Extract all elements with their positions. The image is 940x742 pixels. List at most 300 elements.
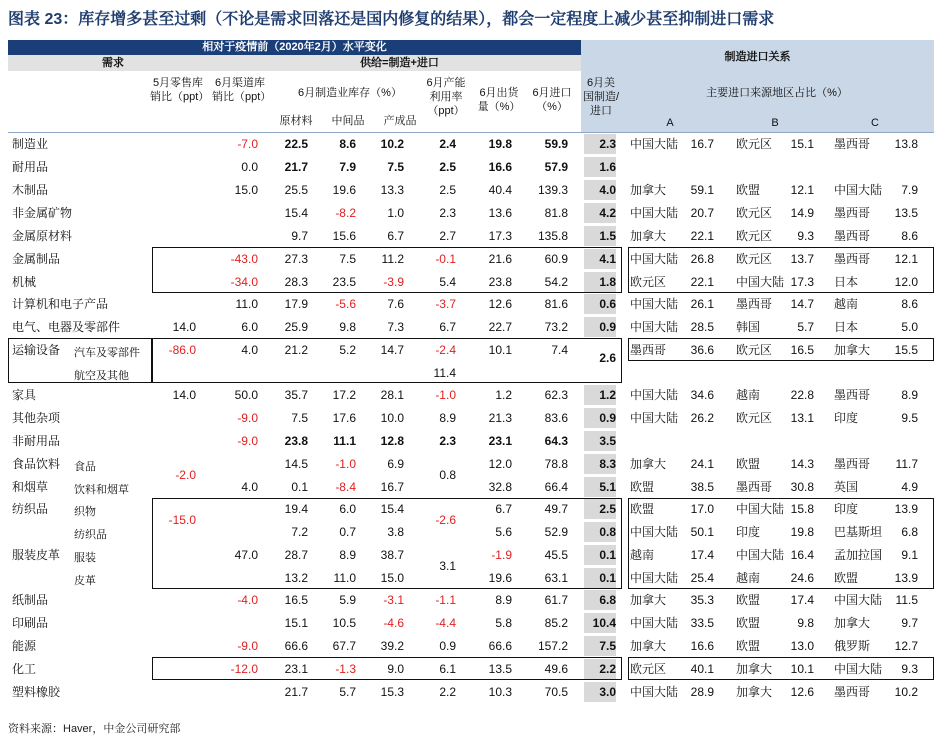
table-cell-util: -1.1 — [435, 593, 456, 607]
table-cell-util: -4.4 — [435, 616, 456, 630]
table-cell-c: 越南 — [834, 297, 859, 311]
table-cell-ship: 8.9 — [495, 593, 512, 607]
table-cell-cv: 12.0 — [894, 275, 918, 289]
table-cell-bv: 9.3 — [797, 229, 814, 243]
table-cell-channel: 47.0 — [234, 548, 258, 562]
table-cell-av: 22.1 — [690, 275, 714, 289]
table-cell-c: 巴基斯坦 — [834, 525, 883, 539]
table-cell-util: 3.1 — [439, 559, 456, 573]
table-cell-cv: 9.3 — [901, 662, 918, 676]
row-label: 纸制品 — [12, 593, 49, 607]
table-cell-imp: 135.8 — [537, 229, 568, 243]
table-cell-bv: 24.6 — [790, 571, 814, 585]
table-cell-raw: 21.2 — [284, 343, 308, 357]
table-cell-b: 越南 — [736, 388, 761, 402]
table-cell-fin: 7.3 — [387, 320, 404, 334]
table-cell-cv: 11.7 — [895, 457, 918, 471]
row-label: 耐用品 — [12, 160, 49, 174]
table-cell-bv: 19.8 — [790, 525, 814, 539]
table-cell-util: -3.7 — [435, 297, 456, 311]
table-cell-channel: 0.0 — [241, 160, 258, 174]
table-cell-channel: 4.0 — [241, 480, 258, 494]
table-cell-imp: 73.2 — [544, 320, 568, 334]
row-label: 木制品 — [12, 183, 49, 197]
table-cell-av: 38.5 — [690, 480, 714, 494]
import-relation-header: 制造进口关系 — [724, 51, 791, 63]
table-cell-b: 韩国 — [736, 320, 761, 334]
table-cell-ship: 21.3 — [488, 411, 512, 425]
row-sub-label: 航空及其他 — [74, 370, 129, 382]
table-cell-raw: 19.4 — [284, 502, 308, 516]
table-cell-av: 17.4 — [690, 548, 714, 562]
row-label: 制造业 — [12, 137, 49, 151]
table-cell-av: 50.1 — [690, 525, 714, 539]
table-cell-cv: 12.7 — [894, 639, 918, 653]
source-note: 资料来源：Haver，中金公司研究部 — [8, 723, 181, 735]
col-mid-header: 中间品 — [331, 115, 365, 127]
table-cell-imp: 52.9 — [544, 525, 568, 539]
table-cell-cv: 13.5 — [894, 206, 918, 220]
table-cell-b: 欧盟 — [736, 616, 761, 630]
table-cell-mid: 15.6 — [332, 229, 356, 243]
table-cell-mid: 19.6 — [332, 183, 356, 197]
table-cell-imp: 60.9 — [544, 252, 568, 266]
row-label: 塑料橡胶 — [12, 685, 61, 699]
highlight-frame — [152, 657, 622, 680]
table-cell-raw: 9.7 — [291, 229, 308, 243]
table-cell-av: 26.8 — [690, 252, 714, 266]
table-cell-ship: 16.6 — [488, 160, 512, 174]
col-finished-header: 产成品 — [383, 115, 417, 127]
col-ratio-header: 6月美国制造/进口 — [582, 77, 620, 117]
table-cell-mid: 5.7 — [339, 685, 356, 699]
table-cell-ship: 10.3 — [488, 685, 512, 699]
table-cell-raw: 7.2 — [291, 525, 308, 539]
table-cell-util: 2.5 — [439, 183, 456, 197]
table-cell-raw: 0.1 — [291, 480, 308, 494]
table-cell-ratio: 0.8 — [599, 525, 616, 539]
table-cell-mid: 6.0 — [339, 502, 356, 516]
table-cell-mid: 11.1 — [333, 434, 356, 448]
row-sub-label: 食品 — [74, 461, 96, 473]
table-cell-c: 墨西哥 — [834, 229, 871, 243]
table-cell-fin: 7.5 — [387, 160, 404, 174]
table-cell-imp: 66.4 — [544, 480, 568, 494]
table-cell-b: 欧元区 — [736, 206, 773, 220]
table-cell-b: 越南 — [736, 571, 761, 585]
table-cell-imp: 59.9 — [544, 137, 568, 151]
table-cell-b: 加拿大 — [736, 662, 773, 676]
table-cell-ratio: 0.1 — [599, 548, 616, 562]
table-cell-imp: 81.6 — [544, 297, 568, 311]
table-cell-mid: 17.6 — [332, 411, 356, 425]
table-cell-c: 中国大陆 — [834, 593, 883, 607]
table-cell-ship: 19.8 — [488, 137, 512, 151]
table-cell-fin: 6.7 — [387, 229, 404, 243]
table-cell-util: 0.8 — [439, 468, 456, 482]
table-cell-c: 墨西哥 — [834, 137, 871, 151]
table-cell-mid: 11.0 — [333, 571, 356, 585]
table-cell-util: 8.9 — [439, 411, 456, 425]
table-cell-fin: 15.0 — [380, 571, 404, 585]
col-util-header: 6月产能利用率（ppt） — [426, 77, 466, 117]
table-cell-bv: 16.4 — [790, 548, 814, 562]
table-cell-ship: 6.7 — [495, 502, 512, 516]
table-cell-channel: -4.0 — [237, 593, 258, 607]
table-cell-av: 24.1 — [690, 457, 714, 471]
table-cell-util: 2.4 — [439, 137, 456, 151]
row-label: 运输设备 — [12, 343, 61, 357]
row-label: 纺织品 — [12, 502, 49, 516]
row-label: 计算机和电子产品 — [12, 297, 109, 311]
table-cell-ratio: 1.5 — [599, 229, 616, 243]
transport-frame — [8, 338, 152, 383]
table-cell-a: 中国大陆 — [630, 571, 679, 585]
table-cell-b: 墨西哥 — [736, 297, 773, 311]
table-cell-a: 加拿大 — [630, 457, 667, 471]
table-cell-channel: -9.0 — [237, 434, 258, 448]
table-cell-c: 印度 — [834, 411, 859, 425]
col-c-header: C — [871, 117, 879, 129]
table-cell-ratio: 5.1 — [599, 480, 616, 494]
table-cell-mid: -5.6 — [335, 297, 356, 311]
table-cell-mid: 0.7 — [339, 525, 356, 539]
table-cell-fin: 10.2 — [380, 137, 404, 151]
table-cell-a: 中国大陆 — [630, 320, 679, 334]
table-cell-cv: 7.9 — [901, 183, 918, 197]
table-cell-fin: 14.7 — [380, 343, 404, 357]
table-cell-av: 17.0 — [690, 502, 714, 516]
table-cell-ratio: 1.8 — [599, 275, 616, 289]
table-cell-a: 越南 — [630, 548, 655, 562]
table-cell-ship: 13.6 — [488, 206, 512, 220]
table-cell-bv: 14.9 — [790, 206, 814, 220]
row-label: 能源 — [12, 639, 37, 653]
highlight-frame — [152, 498, 622, 589]
table-cell-ratio: 4.2 — [599, 206, 616, 220]
table-cell-ratio: 7.5 — [599, 639, 616, 653]
table-cell-imp: 61.7 — [544, 593, 568, 607]
table-cell-c: 墨西哥 — [834, 457, 871, 471]
table-cell-imp: 78.8 — [544, 457, 568, 471]
table-cell-ship: 5.8 — [495, 616, 512, 630]
row-label: 金属制品 — [12, 252, 61, 266]
table-cell-c: 孟加拉国 — [834, 548, 883, 562]
table-cell-bv: 12.1 — [790, 183, 814, 197]
table-cell-channel: 50.0 — [234, 388, 258, 402]
table-cell-fin: 12.8 — [380, 434, 404, 448]
table-cell-retail: 14.0 — [172, 320, 196, 334]
table-cell-raw: 28.3 — [284, 275, 308, 289]
table-cell-imp: 7.4 — [551, 343, 568, 357]
table-cell-a: 中国大陆 — [630, 206, 679, 220]
table-cell-mid: -1.0 — [335, 457, 356, 471]
table-cell-a: 加拿大 — [630, 229, 667, 243]
table-cell-ratio: 6.8 — [599, 593, 616, 607]
col-retail-header: 5月零售库销比（ppt） — [150, 77, 210, 103]
table-cell-a: 欧元区 — [630, 275, 667, 289]
table-cell-raw: 23.1 — [284, 662, 308, 676]
table-cell-ratio: 1.2 — [599, 388, 616, 402]
table-cell-av: 22.1 — [690, 229, 714, 243]
table-cell-cv: 8.6 — [901, 297, 918, 311]
table-cell-fin: 9.0 — [387, 662, 404, 676]
table-cell-imp: 157.2 — [537, 639, 568, 653]
table-cell-util: -2.6 — [435, 513, 456, 527]
table-cell-bv: 16.5 — [790, 343, 814, 357]
table-cell-cv: 4.9 — [901, 480, 918, 494]
table-cell-av: 34.6 — [690, 388, 714, 402]
table-cell-av: 59.1 — [690, 183, 714, 197]
table-cell-raw: 27.3 — [284, 252, 308, 266]
table-cell-raw: 25.9 — [284, 320, 308, 334]
table-cell-bv: 14.3 — [790, 457, 814, 471]
table-cell-av: 36.6 — [690, 343, 714, 357]
table-cell-ratio: 4.0 — [599, 183, 616, 197]
table-cell-b: 欧元区 — [736, 252, 773, 266]
table-cell-fin: -3.1 — [383, 593, 404, 607]
highlight-frame — [628, 247, 934, 293]
table-cell-imp: 64.3 — [544, 434, 568, 448]
table-cell-ship: 13.5 — [488, 662, 512, 676]
table-cell-b: 欧元区 — [736, 229, 773, 243]
row-label: 和烟草 — [12, 480, 49, 494]
table-cell-b: 加拿大 — [736, 685, 773, 699]
table-cell-channel: -34.0 — [230, 275, 258, 289]
table-cell-bv: 13.0 — [790, 639, 814, 653]
table-cell-util: 2.7 — [439, 229, 456, 243]
table-cell-av: 28.9 — [690, 685, 714, 699]
table-cell-cv: 9.7 — [901, 616, 918, 630]
table-cell-mid: 5.2 — [339, 343, 356, 357]
table-cell-b: 欧盟 — [736, 183, 761, 197]
table-cell-fin: 1.0 — [387, 206, 404, 220]
table-cell-mid: 5.9 — [339, 593, 356, 607]
table-cell-channel: -43.0 — [230, 252, 258, 266]
table-cell-mid: 23.5 — [332, 275, 356, 289]
table-cell-cv: 5.0 — [901, 320, 918, 334]
table-cell-bv: 9.8 — [797, 616, 814, 630]
table-cell-c: 中国大陆 — [834, 183, 883, 197]
table-cell-bv: 30.8 — [790, 480, 814, 494]
table-cell-ratio: 2.2 — [599, 662, 616, 676]
table-cell-util: -1.0 — [435, 388, 456, 402]
table-cell-ratio: 0.6 — [599, 297, 616, 311]
table-cell-raw: 15.4 — [284, 206, 308, 220]
table-cell-ratio: 8.3 — [599, 457, 616, 471]
table-cell-c: 墨西哥 — [834, 252, 871, 266]
table-cell-c: 欧盟 — [834, 571, 859, 585]
table-cell-raw: 25.5 — [284, 183, 308, 197]
table-cell-av: 35.3 — [690, 593, 714, 607]
table-cell-fin: 39.2 — [380, 639, 404, 653]
table-cell-a: 欧盟 — [630, 480, 655, 494]
table-cell-cv: 13.8 — [894, 137, 918, 151]
table-cell-raw: 17.9 — [284, 297, 308, 311]
table-cell-fin: -4.6 — [383, 616, 404, 630]
table-cell-raw: 14.5 — [284, 457, 308, 471]
table-cell-bv: 13.7 — [790, 252, 814, 266]
header-divider — [8, 132, 934, 133]
table-cell-imp: 83.6 — [544, 411, 568, 425]
table-cell-ship: 10.1 — [488, 343, 512, 357]
transport-ratio: 2.6 — [599, 351, 616, 365]
row-sub-label: 纺织品 — [74, 529, 107, 541]
table-cell-ship: 23.1 — [488, 434, 512, 448]
table-cell-mid: 7.9 — [339, 160, 356, 174]
header-band: 相对于疫情前（2020年2月）水平变化 — [8, 40, 581, 55]
table-cell-util: -0.1 — [435, 252, 456, 266]
table-cell-util: 0.9 — [439, 639, 456, 653]
table-cell-imp: 54.2 — [544, 275, 568, 289]
table-cell-util: -2.4 — [435, 343, 456, 357]
highlight-frame — [628, 657, 934, 680]
table-cell-channel: 4.0 — [241, 343, 258, 357]
table-cell-ratio: 1.6 — [599, 160, 616, 174]
table-cell-imp: 139.3 — [537, 183, 568, 197]
table-cell-c: 俄罗斯 — [834, 639, 871, 653]
table-cell-raw: 13.2 — [284, 571, 308, 585]
row-label: 机械 — [12, 275, 37, 289]
table-cell-util: 6.1 — [439, 662, 456, 676]
table-cell-imp: 81.8 — [544, 206, 568, 220]
table-cell-util: 6.7 — [439, 320, 456, 334]
row-sub-label: 服装 — [74, 552, 96, 564]
table-cell-imp: 57.9 — [544, 160, 568, 174]
table-cell-c: 印度 — [834, 502, 859, 516]
col-b-header: B — [771, 117, 779, 129]
table-cell-retail: -15.0 — [168, 513, 196, 527]
table-cell-fin: 7.6 — [387, 297, 404, 311]
table-cell-a: 欧元区 — [630, 662, 667, 676]
table-cell-b: 欧元区 — [736, 343, 773, 357]
table-cell-ship: 12.6 — [488, 297, 512, 311]
table-cell-cv: 10.2 — [894, 685, 918, 699]
table-cell-ship: 66.6 — [488, 639, 512, 653]
table-cell-fin: 6.9 — [387, 457, 404, 471]
table-cell-mid: 67.7 — [332, 639, 356, 653]
table-cell-ship: -1.9 — [491, 548, 512, 562]
table-cell-ship: 22.7 — [488, 320, 512, 334]
table-cell-raw: 66.6 — [284, 639, 308, 653]
table-cell-ship: 23.8 — [488, 275, 512, 289]
table-cell-retail: 14.0 — [172, 388, 196, 402]
table-cell-mid: 7.5 — [339, 252, 356, 266]
table-cell-ratio: 2.3 — [599, 137, 616, 151]
table-cell-mid: 17.2 — [332, 388, 356, 402]
table-cell-cv: 9.5 — [901, 411, 918, 425]
table-cell-ship: 17.3 — [488, 229, 512, 243]
table-cell-mid: -8.4 — [335, 480, 356, 494]
table-cell-bv: 22.8 — [790, 388, 814, 402]
row-sub-label: 织物 — [74, 506, 96, 518]
table-cell-fin: 16.7 — [380, 480, 404, 494]
table-cell-a: 加拿大 — [630, 183, 667, 197]
table-cell-channel: 15.0 — [234, 183, 258, 197]
table-cell-raw: 15.1 — [284, 616, 308, 630]
table-cell-mid: 10.5 — [332, 616, 356, 630]
table-cell-ship: 5.6 — [495, 525, 512, 539]
table-cell-c: 加拿大 — [834, 343, 871, 357]
table-cell-av: 28.5 — [690, 320, 714, 334]
table-cell-a: 中国大陆 — [630, 137, 679, 151]
table-cell-mid: 8.6 — [339, 137, 356, 151]
row-label: 家具 — [12, 388, 37, 402]
row-sub-label: 汽车及零部件 — [74, 347, 140, 359]
table-cell-bv: 17.3 — [790, 275, 814, 289]
table-cell-a: 中国大陆 — [630, 525, 679, 539]
table-cell-c: 日本 — [834, 275, 859, 289]
table-cell-raw: 35.7 — [284, 388, 308, 402]
table-cell-util: 5.4 — [439, 275, 456, 289]
table-cell-bv: 5.7 — [797, 320, 814, 334]
table-cell-imp: 45.5 — [544, 548, 568, 562]
table-cell-channel: 11.0 — [235, 297, 258, 311]
col-share-header: 主要进口来源地区占比（%） — [706, 87, 848, 99]
table-cell-a: 中国大陆 — [630, 297, 679, 311]
table-cell-bv: 12.6 — [790, 685, 814, 699]
table-cell-c: 墨西哥 — [834, 206, 871, 220]
table-cell-util: 11.4 — [433, 366, 456, 380]
row-label: 电气、电器及零部件 — [12, 320, 121, 334]
table-cell-b: 中国大陆 — [736, 275, 785, 289]
table-cell-c: 日本 — [834, 320, 859, 334]
table-cell-ship: 1.2 — [495, 388, 512, 402]
row-label: 食品饮料 — [12, 457, 61, 471]
table-cell-a: 中国大陆 — [630, 388, 679, 402]
table-cell-util: 2.5 — [439, 160, 456, 174]
table-cell-channel: -9.0 — [237, 411, 258, 425]
table-cell-fin: 11.2 — [381, 252, 404, 266]
table-cell-imp: 49.7 — [544, 502, 568, 516]
table-cell-b: 墨西哥 — [736, 480, 773, 494]
col-inventory-header: 6月制造业库存（%） — [298, 87, 402, 99]
table-cell-channel: -9.0 — [237, 639, 258, 653]
table-cell-b: 欧盟 — [736, 639, 761, 653]
table-cell-fin: 13.3 — [380, 183, 404, 197]
table-cell-util: 2.2 — [439, 685, 456, 699]
table-cell-imp: 49.6 — [544, 662, 568, 676]
table-cell-cv: 13.9 — [894, 571, 918, 585]
table-cell-c: 英国 — [834, 480, 859, 494]
row-label: 印刷品 — [12, 616, 49, 630]
table-cell-retail: -2.0 — [175, 468, 196, 482]
row-label: 非金属矿物 — [12, 206, 73, 220]
table-cell-mid: 9.8 — [339, 320, 356, 334]
table-cell-av: 26.2 — [690, 411, 714, 425]
table-cell-imp: 63.1 — [544, 571, 568, 585]
table-cell-ratio: 0.9 — [599, 320, 616, 334]
table-cell-imp: 85.2 — [544, 616, 568, 630]
table-cell-b: 中国大陆 — [736, 502, 785, 516]
table-cell-cv: 8.6 — [901, 229, 918, 243]
table-cell-b: 印度 — [736, 525, 761, 539]
table-cell-fin: 10.0 — [380, 411, 404, 425]
demand-header: 需求 — [8, 55, 218, 71]
table-cell-cv: 11.5 — [895, 593, 918, 607]
table-cell-raw: 23.8 — [284, 434, 308, 448]
row-sub-label: 皮革 — [74, 575, 96, 587]
table-cell-cv: 15.5 — [894, 343, 918, 357]
table-cell-b: 欧盟 — [736, 457, 761, 471]
highlight-frame — [628, 498, 934, 589]
table-cell-b: 欧元区 — [736, 137, 773, 151]
col-import-header: 6月进口（%） — [532, 87, 572, 113]
highlight-frame — [152, 338, 622, 383]
col-a-header: A — [666, 117, 674, 129]
table-cell-ratio: 3.5 — [599, 434, 616, 448]
table-cell-channel: -12.0 — [230, 662, 258, 676]
